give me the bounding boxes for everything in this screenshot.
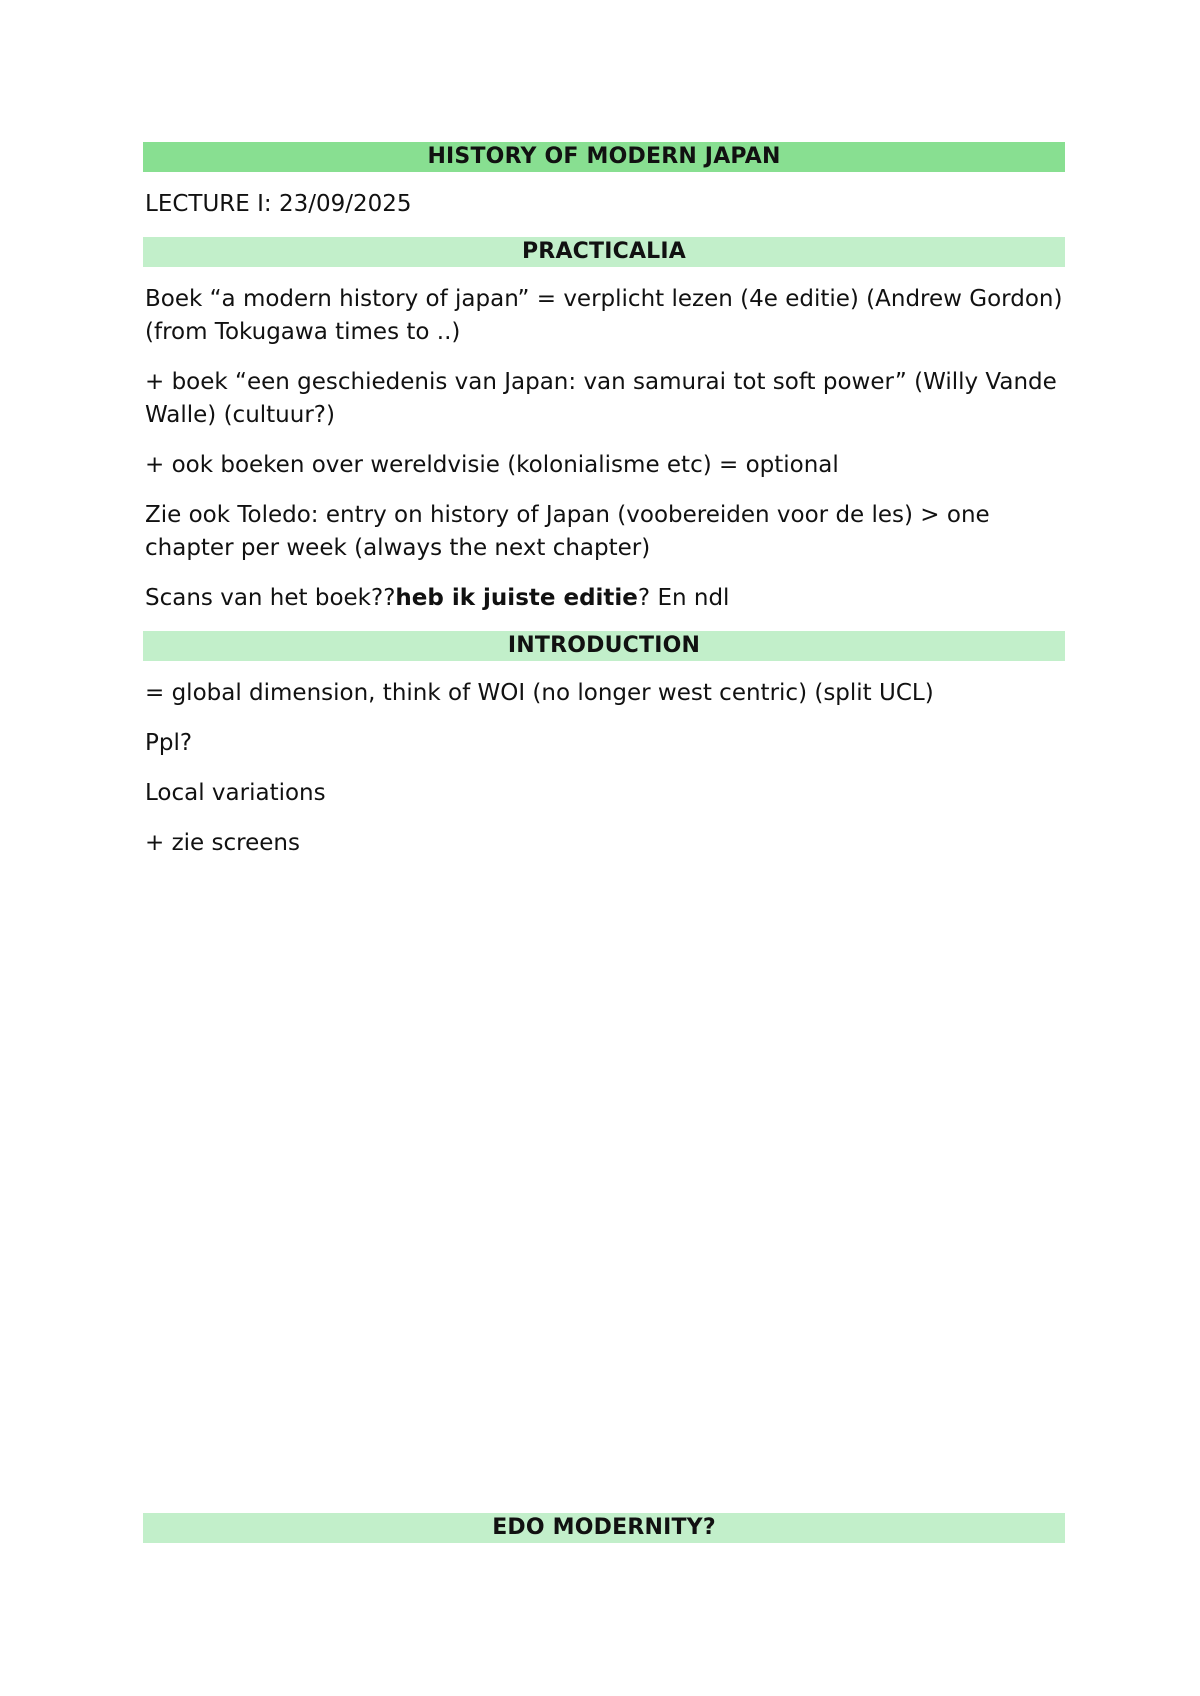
document-title: HISTORY OF MODERN JAPAN xyxy=(143,142,1065,172)
practicalia-line-5 xyxy=(143,582,1065,615)
edo-section xyxy=(143,1513,1065,1543)
section-heading-introduction: INTRODUCTION xyxy=(143,631,1065,661)
lecture-line: LECTURE I: 23/09/2025 xyxy=(145,191,412,217)
edition-question-bold: heb ik juiste editie xyxy=(395,585,638,611)
introduction-line-3: Local variations xyxy=(145,780,326,806)
ndl-text: ? En ndl xyxy=(637,585,730,611)
scans-text: Scans van het boek?? xyxy=(145,585,396,611)
section-heading-practicalia: PRACTICALIA xyxy=(143,237,1065,267)
practicalia-line-2: + boek “een geschiedenis van Japan: van samurai tot soft power” (Willy Vande Walle) (cultuur?) xyxy=(145,369,1057,428)
practicalia-line-1: Boek “a modern history of japan” = verplicht lezen (4e editie) (Andrew Gordon) (from Tokugawa times to ..) xyxy=(145,286,1063,345)
practicalia-line-4: Zie ook Toledo: entry on history of Japan (voobereiden voor de les) > one chapter per week (always the next chapter) xyxy=(145,502,990,561)
section-heading-edo-modernity: EDO MODERNITY? xyxy=(143,1513,1065,1543)
document-content xyxy=(143,142,1065,860)
introduction-line-2: Ppl? xyxy=(145,730,193,756)
practicalia-line-3: + ook boeken over wereldvisie (kolonialisme etc) = optional xyxy=(145,452,839,478)
introduction-line-4: + zie screens xyxy=(145,830,300,856)
introduction-line-1: = global dimension, think of WOI (no longer west centric) (split UCL) xyxy=(145,680,934,706)
